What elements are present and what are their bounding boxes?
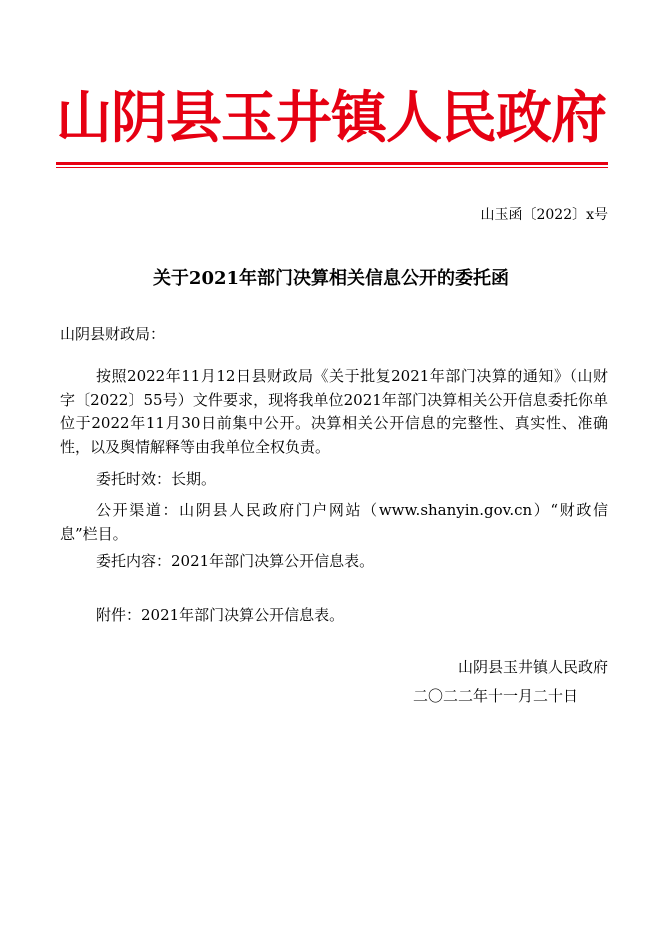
- document-number: 山玉函〔2022〕x号: [480, 207, 608, 223]
- letterhead-rule-thick: [56, 162, 608, 165]
- body-paragraph: 按照2022年11月12日县财政局《关于批复2021年部门决算的通知》（山财字〔2022〕55号）文件要求，现将我单位2021年部门决算相关公开信息委托你单位于2022年11月30日前集中公开。决算相关公开信息的完整性、真实性、准确性，以及舆情解释等由我单位全权负责。: [60, 367, 608, 456]
- letterhead-title: 山阴县玉井镇人民政府: [56, 85, 606, 151]
- signature-date: 二〇二二年十一月二十日: [412, 687, 578, 705]
- content-line: 委托内容：2021年部门决算公开信息表。: [96, 552, 375, 570]
- letterhead-rule-thin: [56, 167, 608, 168]
- salutation: 山阴县财政局：: [60, 325, 166, 343]
- channel-line: 公开渠道：山阴县人民政府门户网站（www.shanyin.gov.cn）“财政信息”栏目。: [60, 501, 608, 543]
- document-title: 关于2021年部门决算相关信息公开的委托函: [152, 268, 510, 289]
- signature-organization: 山阴县玉井镇人民政府: [457, 658, 608, 676]
- attachment-line: 附件：2021年部门决算公开信息表。: [96, 606, 345, 624]
- validity-line: 委托时效：长期。: [96, 470, 217, 488]
